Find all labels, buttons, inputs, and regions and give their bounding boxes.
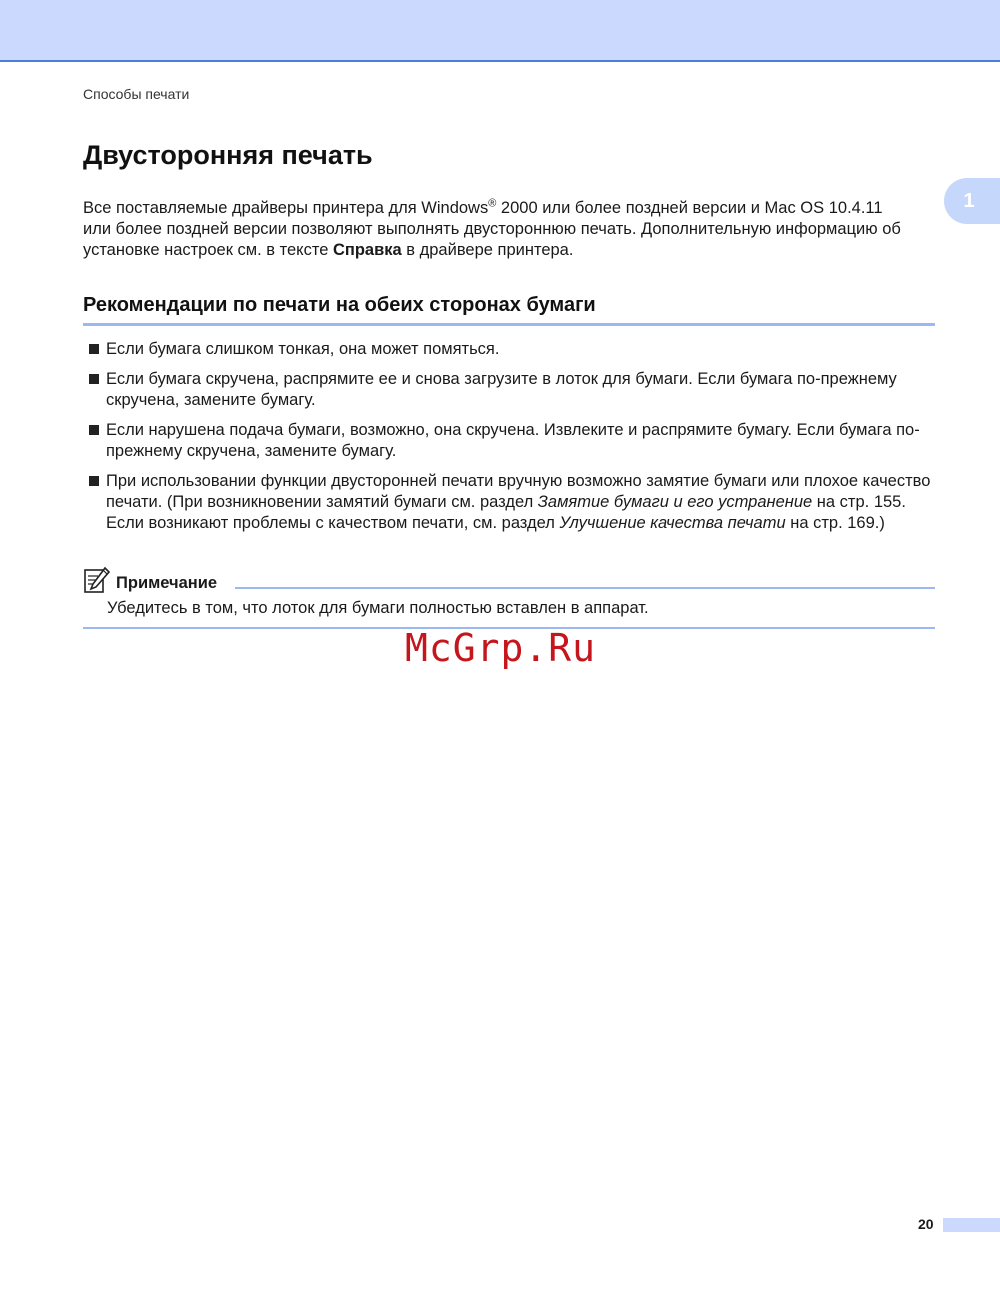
intro-text-part3: в драйвере принтера.: [401, 241, 574, 259]
note-text: Убедитесь в том, что лоток для бумаги полностью вставлен в аппарат.: [107, 599, 649, 617]
square-bullet-icon: [89, 476, 99, 486]
top-header-band: [0, 0, 1000, 62]
note-top-divider: [235, 587, 935, 589]
intro-text-part1: Все поставляемые драйверы принтера для Windows: [83, 199, 489, 217]
recommendations-list: [88, 339, 938, 543]
section-title: Рекомендации по печати на обеих сторонах бумаги: [83, 294, 596, 316]
page-number: 20: [918, 1216, 934, 1232]
intro-text-part2: 2000 или более поздней версии и Mac OS 10.4.11 или более поздней версии позволяют выполнять двустороннюю печать. Дополнительную информацию об установке настроек см. в тексте: [83, 199, 901, 259]
note-pencil-icon: [83, 566, 111, 594]
list-item-text-part2: на стр. 155. Если возникают проблемы с качеством печати, см. раздел: [106, 493, 906, 532]
watermark: McGrp.Ru: [405, 626, 597, 670]
print-quality-link[interactable]: Улучшение качества печати: [559, 514, 786, 532]
page-title: Двусторонняя печать: [83, 140, 373, 170]
chapter-number: 1: [963, 189, 975, 212]
list-item-text: Если нарушена подача бумаги, возможно, она скручена. Извлеките и распрямите бумагу. Если бумага по-прежнему скручена, замените бумагу.: [106, 421, 920, 460]
square-bullet-icon: [89, 374, 99, 384]
list-item-text: Если бумага слишком тонкая, она может помяться.: [106, 340, 500, 358]
list-item: [88, 420, 938, 462]
section-divider: [83, 323, 935, 326]
registered-mark: ®: [488, 197, 497, 210]
page-number-tab: [943, 1218, 1000, 1232]
list-item-text-part1: При использовании функции двусторонней печати вручную возможно замятие бумаги или плохое качество печати. (При возникновении замятий бумаги см. раздел: [106, 472, 931, 511]
header-section-label: Способы печати: [83, 86, 190, 102]
list-item: [88, 339, 938, 360]
list-item: [88, 369, 938, 411]
square-bullet-icon: [89, 344, 99, 354]
list-item-text-part3: на стр. 169.): [785, 514, 885, 532]
list-item-text: Если бумага скручена, распрямите ее и снова загрузите в лоток для бумаги. Если бумага по-прежнему скручена, замените бумагу.: [106, 370, 897, 409]
square-bullet-icon: [89, 425, 99, 435]
help-term: Справка: [332, 241, 402, 259]
list-item: [88, 471, 938, 534]
chapter-tab: [944, 178, 1000, 224]
intro-paragraph: [83, 198, 913, 261]
note-title: Примечание: [116, 574, 218, 592]
paper-jam-link[interactable]: Замятие бумаги и его устранение: [537, 493, 813, 511]
